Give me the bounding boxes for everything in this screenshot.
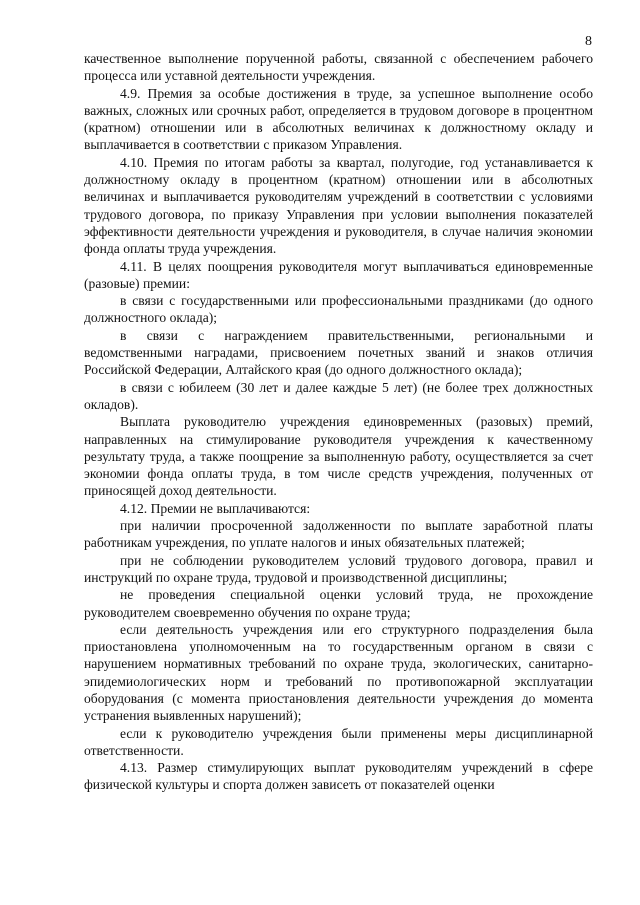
exclusion-contract-violation: при не соблюдении руководителем условий трудового договора, правил и инструкций по охране труда, трудовой и производственной дисциплины; — [84, 552, 593, 585]
exclusion-salary-debt: при наличии просроченной задолженности по выплате заработной платы работникам учреждения, по уплате налогов и иных обязательных платежей; — [84, 518, 593, 551]
paragraph-4-12: 4.12. Премии не выплачиваются: — [120, 500, 311, 516]
exclusion-suspension: если деятельность учреждения или его структурного подразделения была приостановлена уполномоченным на то государственным органом в связи с нарушением нормативных требований по охране труда, экологических, санитарно-эпидемиологических норм и требований по противопожарной эксплуатации оборудования (с момента приостановления деятельности учреждения до момента устранения выявленных нарушений); — [84, 621, 593, 724]
paragraph-4-10: 4.10. Премия по итогам работы за квартал, полугодие, год устанавливается к должностному окладу в процентном (кратном) отношении или в абсолютных величинах и выплачивается руководителям учреждений в соответствии с условиями трудового договора, по приказу Управления при условии выполнения показателей эффективности деятельности учреждения и руководителя, в случае наличия экономии фонда оплаты труда учреждения. — [84, 154, 593, 257]
document-body — [84, 50, 593, 794]
paragraph-4-9: 4.9. Премия за особые достижения в труде, за успешное выполнение особо важных, сложных или срочных работ, определяется в трудовом договоре в процентном (кратном) отношении или в абсолютных величинах к должностному окладу и выплачивается в соответствии с приказом Управления. — [84, 85, 593, 153]
bonus-awards: в связи с награждением правительственными, региональными и ведомственными наградами, присвоением почетных званий и знаков отличия Российской Федерации, Алтайского края (до одного должностного оклада); — [84, 327, 593, 378]
paragraph-bonus-funding: Выплата руководителю учреждения единовременных (разовых) премий, направленных на стимулирование руководителя учреждения к качественному результату труда, а также поощрение за выполненную работу, осуществляется за счет экономии фонда оплаты труда, в том числе средств учреждения, полученных от приносящей доход деятельности. — [84, 414, 593, 499]
paragraph-continuation: качественное выполнение порученной работы, связанной с обеспечением рабочего процесса или уставной деятельности учреждения. — [84, 51, 593, 84]
exclusion-disciplinary: если к руководителю учреждения были применены меры дисциплинарной ответственности. — [84, 725, 593, 758]
paragraph-4-13: 4.13. Размер стимулирующих выплат руководителям учреждений в сфере физической культуры и спорта должен зависеть от показателей оценки — [84, 760, 593, 793]
exclusion-labor-safety: не проведения специальной оценки условий труда, не прохождение руководителем своевременно обучения по охране труда; — [84, 587, 593, 620]
paragraph-4-11: 4.11. В целях поощрения руководителя могут выплачиваться единовременные (разовые) премии: — [84, 258, 593, 291]
bonus-holidays: в связи с государственными или профессиональными праздниками (до одного должностного оклада); — [84, 293, 593, 326]
page-number: 8 — [585, 34, 592, 49]
bonus-jubilee: в связи с юбилеем (30 лет и далее каждые 5 лет) (не более трех должностных окладов). — [84, 379, 593, 412]
